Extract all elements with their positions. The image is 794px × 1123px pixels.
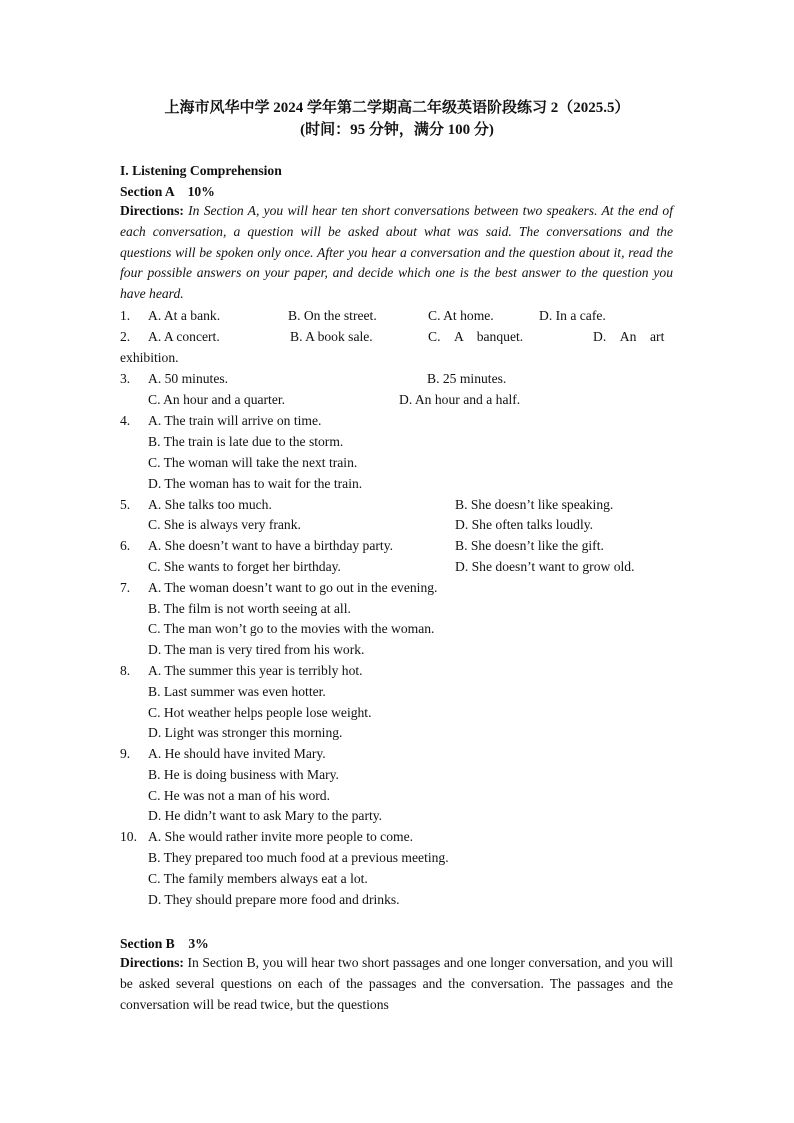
- question-9-b: [120, 764, 673, 785]
- page-title: 上海市风华中学 2024 学年第二学期高二年级英语阶段练习 2（2025.5）: [164, 100, 630, 116]
- option-a: A. 50 minutes.: [148, 371, 229, 386]
- option-c: C. The woman will take the next train.: [148, 455, 358, 470]
- option-d: D. In a cafe.: [539, 308, 606, 323]
- question-5-row-2: [120, 514, 673, 535]
- option-c: C. The man won’t go to the movies with the woman.: [148, 621, 435, 636]
- question-5: [120, 494, 673, 515]
- option-d: D. She often talks loudly.: [455, 517, 594, 532]
- question-4-b: [120, 431, 673, 452]
- option-b: B. The film is not worth seeing at all.: [148, 601, 351, 616]
- option-d: D. The man is very tired from his work.: [148, 642, 365, 657]
- question-8-d: [120, 722, 673, 743]
- option-b: B. She doesn’t like speaking.: [455, 497, 614, 512]
- directions-label: Directions:: [120, 955, 184, 970]
- directions-text: In Section B, you will hear two short passages and one longer conversation, and you will be asked several questions on each of the passages and the conversation. The passages and the conversation will be read twice, but the questions: [120, 955, 673, 1012]
- question-8: [120, 660, 673, 681]
- option-a: A. He should have invited Mary.: [148, 746, 326, 761]
- option-b: B. She doesn’t like the gift.: [455, 538, 604, 553]
- option-d: D. Light was stronger this morning.: [148, 725, 343, 740]
- question-number: 10.: [120, 829, 137, 844]
- question-4-c: [120, 452, 673, 473]
- option-c: C. She wants to forget her birthday.: [148, 559, 341, 574]
- question-10-b: [120, 847, 673, 868]
- section-a-heading: Section A 10%: [120, 184, 215, 199]
- option-d: D. An art: [593, 329, 665, 344]
- question-3: [120, 368, 673, 389]
- question-number: 9.: [120, 746, 131, 761]
- option-d: D. The woman has to wait for the train.: [148, 476, 363, 491]
- section-b-directions: [120, 953, 673, 1015]
- option-c: C. An hour and a quarter.: [148, 392, 286, 407]
- question-10-c: [120, 868, 673, 889]
- question-number: 2.: [120, 329, 131, 344]
- option-c: C. At home.: [428, 308, 494, 323]
- section-a-directions: [120, 201, 673, 305]
- option-b: B. The train is late due to the storm.: [148, 434, 344, 449]
- option-a: A. The summer this year is terribly hot.: [148, 663, 363, 678]
- question-number: 3.: [120, 371, 131, 386]
- question-3-row-2: [120, 389, 673, 410]
- question-10-d: [120, 889, 673, 910]
- question-number: 7.: [120, 580, 131, 595]
- question-number: 6.: [120, 538, 131, 553]
- question-6-row-2: [120, 556, 673, 577]
- directions-text: In Section A, you will hear ten short conversations between two speakers. At the end of each conversation, a question will be asked about what was said. The conversations and the questions will be spoken only once. After you hear a conversation and the question about it, read the four possible answers on your paper, and decide which one is the best answer to the question you have heard.: [120, 203, 673, 302]
- option-c: C. She is always very frank.: [148, 517, 301, 532]
- question-8-b: [120, 681, 673, 702]
- question-number: 8.: [120, 663, 131, 678]
- option-b: B. On the street.: [288, 308, 377, 323]
- option-a: A. She doesn’t want to have a birthday party.: [148, 538, 394, 553]
- question-7-d: [120, 639, 673, 660]
- option-a: A. The train will arrive on time.: [148, 413, 322, 428]
- option-b: B. A book sale.: [290, 329, 373, 344]
- question-6: [120, 535, 673, 556]
- option-d: D. She doesn’t want to grow old.: [455, 559, 635, 574]
- question-1: [120, 305, 673, 326]
- option-b: B. They prepared too much food at a previous meeting.: [148, 850, 449, 865]
- section-b-heading: Section B 3%: [120, 936, 209, 951]
- option-a: A. She talks too much.: [148, 497, 272, 512]
- question-2-continuation: exhibition.: [120, 350, 179, 365]
- option-d: D. They should prepare more food and drinks.: [148, 892, 400, 907]
- question-7-b: [120, 598, 673, 619]
- question-10: [120, 826, 673, 847]
- question-2: [120, 326, 673, 347]
- option-c: C. Hot weather helps people lose weight.: [148, 705, 372, 720]
- part-heading: I. Listening Comprehension: [120, 163, 282, 178]
- option-a: A. A concert.: [148, 329, 220, 344]
- question-4: [120, 410, 673, 431]
- option-b: B. Last summer was even hotter.: [148, 684, 326, 699]
- question-9-d: [120, 805, 673, 826]
- option-b: B. 25 minutes.: [427, 371, 507, 386]
- directions-label: Directions:: [120, 203, 184, 218]
- question-4-d: [120, 473, 673, 494]
- question-7: [120, 577, 673, 598]
- question-number: 4.: [120, 413, 131, 428]
- option-a: A. She would rather invite more people to come.: [148, 829, 414, 844]
- question-9: [120, 743, 673, 764]
- option-d: D. He didn’t want to ask Mary to the party.: [148, 808, 383, 823]
- question-number: 5.: [120, 497, 131, 512]
- question-7-c: [120, 618, 673, 639]
- question-9-c: [120, 785, 673, 806]
- option-d: D. An hour and a half.: [399, 392, 521, 407]
- page-subtitle: (时间：95 分钟，满分 100 分): [300, 122, 494, 138]
- option-c: C. He was not a man of his word.: [148, 788, 330, 803]
- question-8-c: [120, 702, 673, 723]
- option-a: A. The woman doesn’t want to go out in the evening.: [148, 580, 438, 595]
- option-c: C. A banquet.: [428, 329, 524, 344]
- option-c: C. The family members always eat a lot.: [148, 871, 368, 886]
- question-number: 1.: [120, 308, 131, 323]
- option-a: A. At a bank.: [148, 308, 221, 323]
- option-b: B. He is doing business with Mary.: [148, 767, 339, 782]
